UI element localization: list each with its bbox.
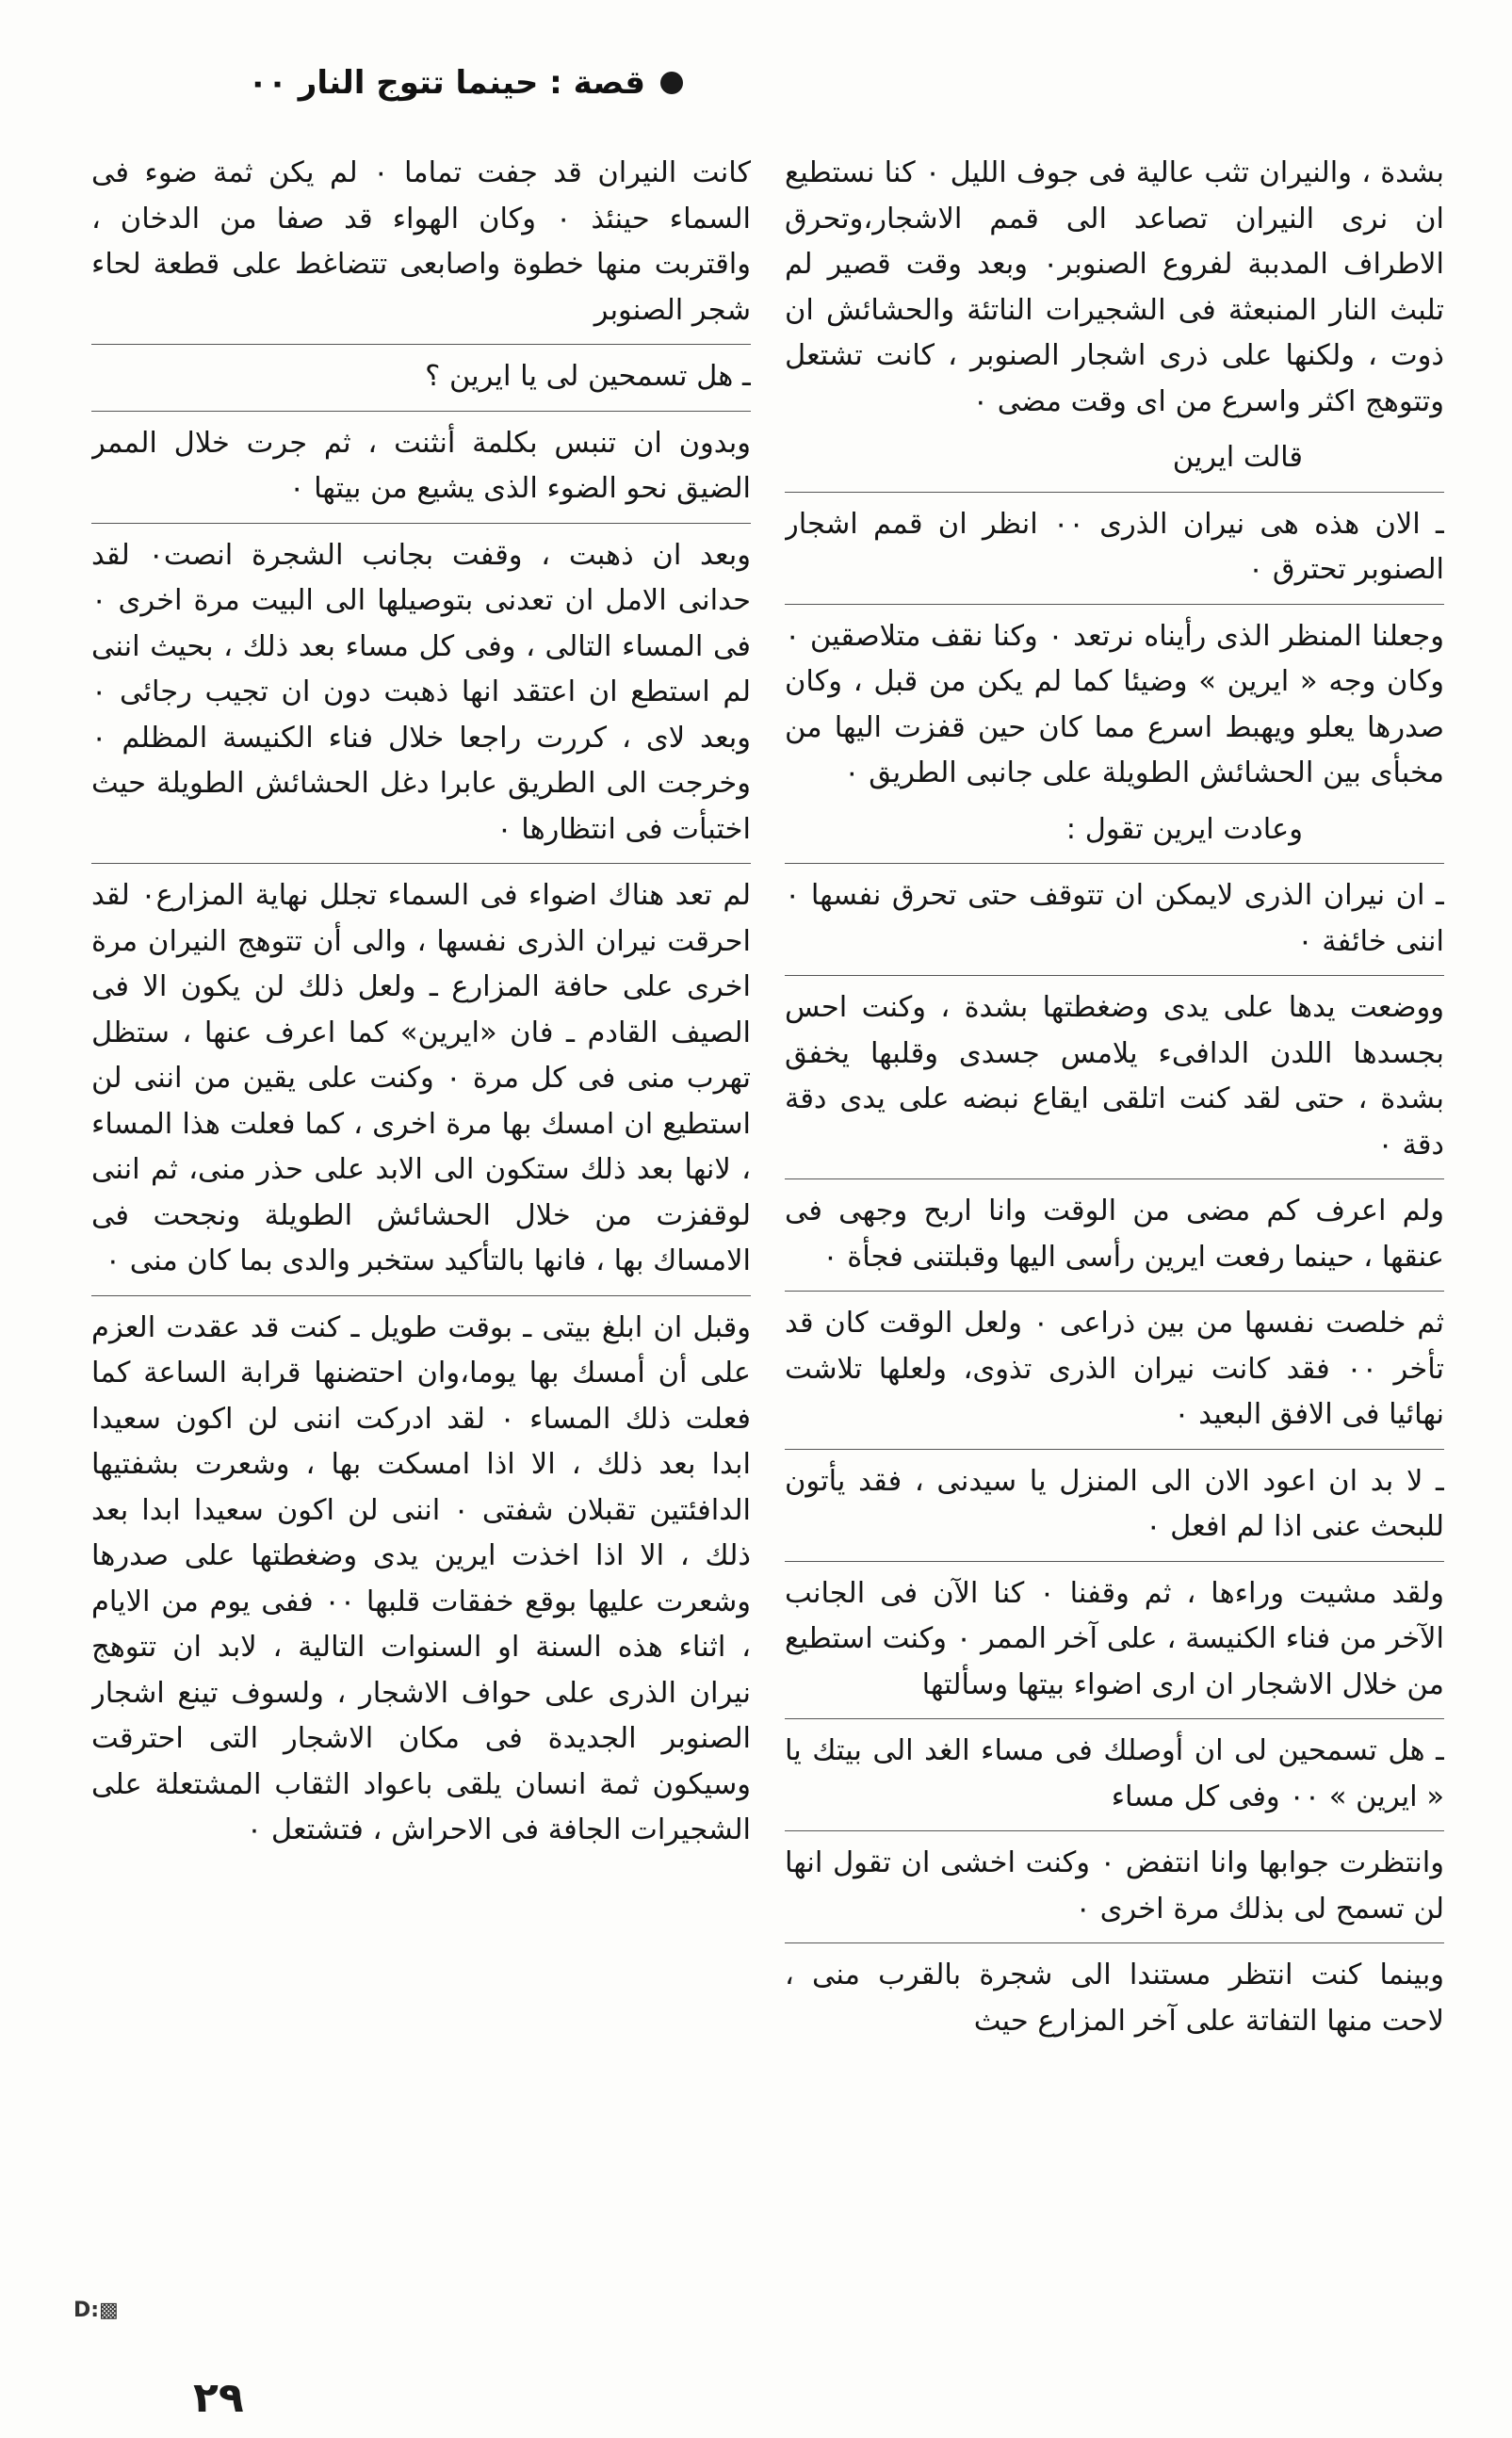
paragraph: وبعد ان ذهبت ، وقفت بجانب الشجرة انصت٠ لقد حدانى الامل ان تعدنى بتوصيلها الى البيت مرة اخرى ٠ فى المساء التالى ، وفى كل مساء بعد ذلك ، بحيث اننى لم استطع ان اعتقد انها ذهبت دون ان تجيب رجائى ٠ وبعد لاى ، كررت راجعا خلال فناء الكنيسة المظلم ٠ وخرجت الى الطريق عابرا دغل الحشائش الطويلة حيث اختبأت فى انتظارها ٠	[91, 523, 751, 853]
paragraph: وقبل ان ابلغ بيتى ـ بوقت طويل ـ كنت قد عقدت العزم على أن أمسك بها يوما،وان احتضنها قرابة الساعة كما فعلت ذلك المساء ٠ لقد ادركت اننى لن اكون سعيدا ابدا بعد ذلك ، الا اذا امسكت بها ، وشعرت بشفتيها الدافئتين تقبلان شفتى ٠ اننى لن اكون سعيدا ابدا بعد ذلك ، الا اذا اخذت ايرين يدى وضغطتها على صدرها وشعرت عليها بوقع خفقات قلبها ٠٠ ففى يوم من الايام ، اثناء هذه السنة او السنوات التالية ، لابد ان تتوهج نيران الذرى على حواف الاشجار ، ولسوف تينع اشجار الصنوبر الجديدة فى مكان الاشجار التى احترقت وسيكون ثمة انسان يلقى باعواد الثقاب المشتعلة على الشجيرات الجافة فى الاحراش ، فتشتعل ٠	[91, 1295, 751, 1854]
paragraph: ووضعت يدها على يدى وضغطتها بشدة ، وكنت احس بجسدها اللدن الدافىء يلامس جسدى وقلبها يخفق بشدة ، حتى لقد كنت اتلقى ايقاع نبضه على يدى دقة دقة ٠	[785, 975, 1444, 1168]
paragraph: ثم خلصت نفسها من بين ذراعى ٠ ولعل الوقت كان قد تأخر ٠٠ فقد كانت نيران الذرى تذوى، ولعلها تلاشت نهائيا فى الافق البعيد ٠	[785, 1291, 1444, 1438]
paragraph: وجعلنا المنظر الذى رأيناه نرتعد ٠ وكنا نقف متلاصقين ٠ وكان وجه « ايرين » وضيئا كما لم يكن من قبل ، وكان صدرها يعلو ويهبط اسرع مما كان حين قفزت اليها من مخبأى بين الحشائش الطويلة على جانبى الطريق ٠	[785, 604, 1444, 797]
paragraph: ولم اعرف كم مضى من الوقت وانا اربح وجهى فى عنقها ، حينما رفعت ايرين رأسى اليها وقبلتنى فجأة ٠	[785, 1178, 1444, 1280]
right-text-column	[785, 151, 1444, 2317]
paragraph: وبينما كنت انتظر مستندا الى شجرة بالقرب منى ، لاحت منها التفاتة على آخر المزارع حيث	[785, 1942, 1444, 2044]
page-number: ٢٩	[193, 2374, 244, 2422]
paragraph: كانت النيران قد جفت تماما ٠ لم يكن ثمة ضوء فى السماء حينئذ ٠ وكان الهواء قد صفا من الدخان ، واقتربت منها خطوة واصابعى تتضاغط على قطعة لحاء شجر الصنوبر	[91, 156, 751, 327]
paragraph: ـ لا بد ان اعود الان الى المنزل يا سيدنى ، فقد يأتون للبحث عنى اذا لم افعل ٠	[785, 1449, 1444, 1551]
printer-mark: D:▩	[73, 2299, 119, 2322]
paragraph: وبدون ان تنبس بكلمة أنثنت ، ثم جرت خلال الممر الضيق نحو الضوء الذى يشيع من بيتها ٠	[91, 411, 751, 512]
paragraph: ـ هل تسمحين لى يا ايرين ؟	[91, 344, 751, 400]
paragraph: ـ الان هذه هى نيران الذرى ٠٠ انظر ان قمم اشجار الصنوبر تحترق ٠	[785, 492, 1444, 593]
filled-circle-icon	[660, 72, 683, 94]
paragraph: ـ ان نيران الذرى لايمكن ان تتوقف حتى تحرق نفسها ٠ اننى خائفة ٠	[785, 863, 1444, 965]
paragraph: ـ هل تسمحين لى ان أوصلك فى مساء الغد الى بيتك يا « ايرين » ٠٠ وفى كل مساء	[785, 1718, 1444, 1820]
paragraph: وانتظرت جوابها وانا انتفض ٠ وكنت اخشى ان تقول انها لن تسمح لى بذلك مرة اخرى ٠	[785, 1830, 1444, 1932]
paragraph: لم تعد هناك اضواء فى السماء تجلل نهاية المزارع٠ لقد احرقت نيران الذرى نفسها ، والى أن تتوهج النيران مرة اخرى على حافة المزارع ـ ولعل ذلك لن يكون الا فى الصيف القادم ـ فان «ايرين» كما اعرف عنها ، ستظل تهرب منى فى كل مرة ٠ وكنت على يقين من اننى لن استطيع ان امسك بها مرة اخرى ، كما فعلت هذا المساء ، لانها بعد ذلك ستكون الى الابد على حذر منى، ثم اننى لوقفزت من خلال الحشائش الطويلة ونجحت فى الامساك بها ، فانها بالتأكيد ستخبر والدى بما كان منى ٠	[91, 863, 751, 1285]
left-text-column	[91, 151, 751, 2317]
paragraph: بشدة ، والنيران تثب عالية فى جوف الليل ٠ كنا نستطيع ان نرى النيران تصاعد الى قمم الاشجار،وتحرق الاطراف المدببة لفروع الصنوبر٠ وبعد وقت قصير لم تلبث النار المنبعثة فى الشجيرات الناتئة والحشائش ان ذوت ، ولكنها على ذرى اشجار الصنوبر ، كانت تشتعل وتتوهج اكثر واسرع من اى وقت مضى ٠	[785, 156, 1444, 418]
paragraph: وعادت ايرين تقول :	[1065, 812, 1303, 846]
paragraph: قالت ايرين	[1172, 441, 1303, 474]
paragraph: ولقد مشيت وراءها ، ثم وقفنا ٠ كنا الآن فى الجانب الآخر من فناء الكنيسة ، على آخر الممر ٠ وكنت استطيع من خلال الاشجار ان ارى اضواء بيتها وسألتها	[785, 1561, 1444, 1709]
story-title: قصة : حينما تتوج النار ٠٠	[248, 64, 645, 102]
running-header	[61, 55, 683, 111]
